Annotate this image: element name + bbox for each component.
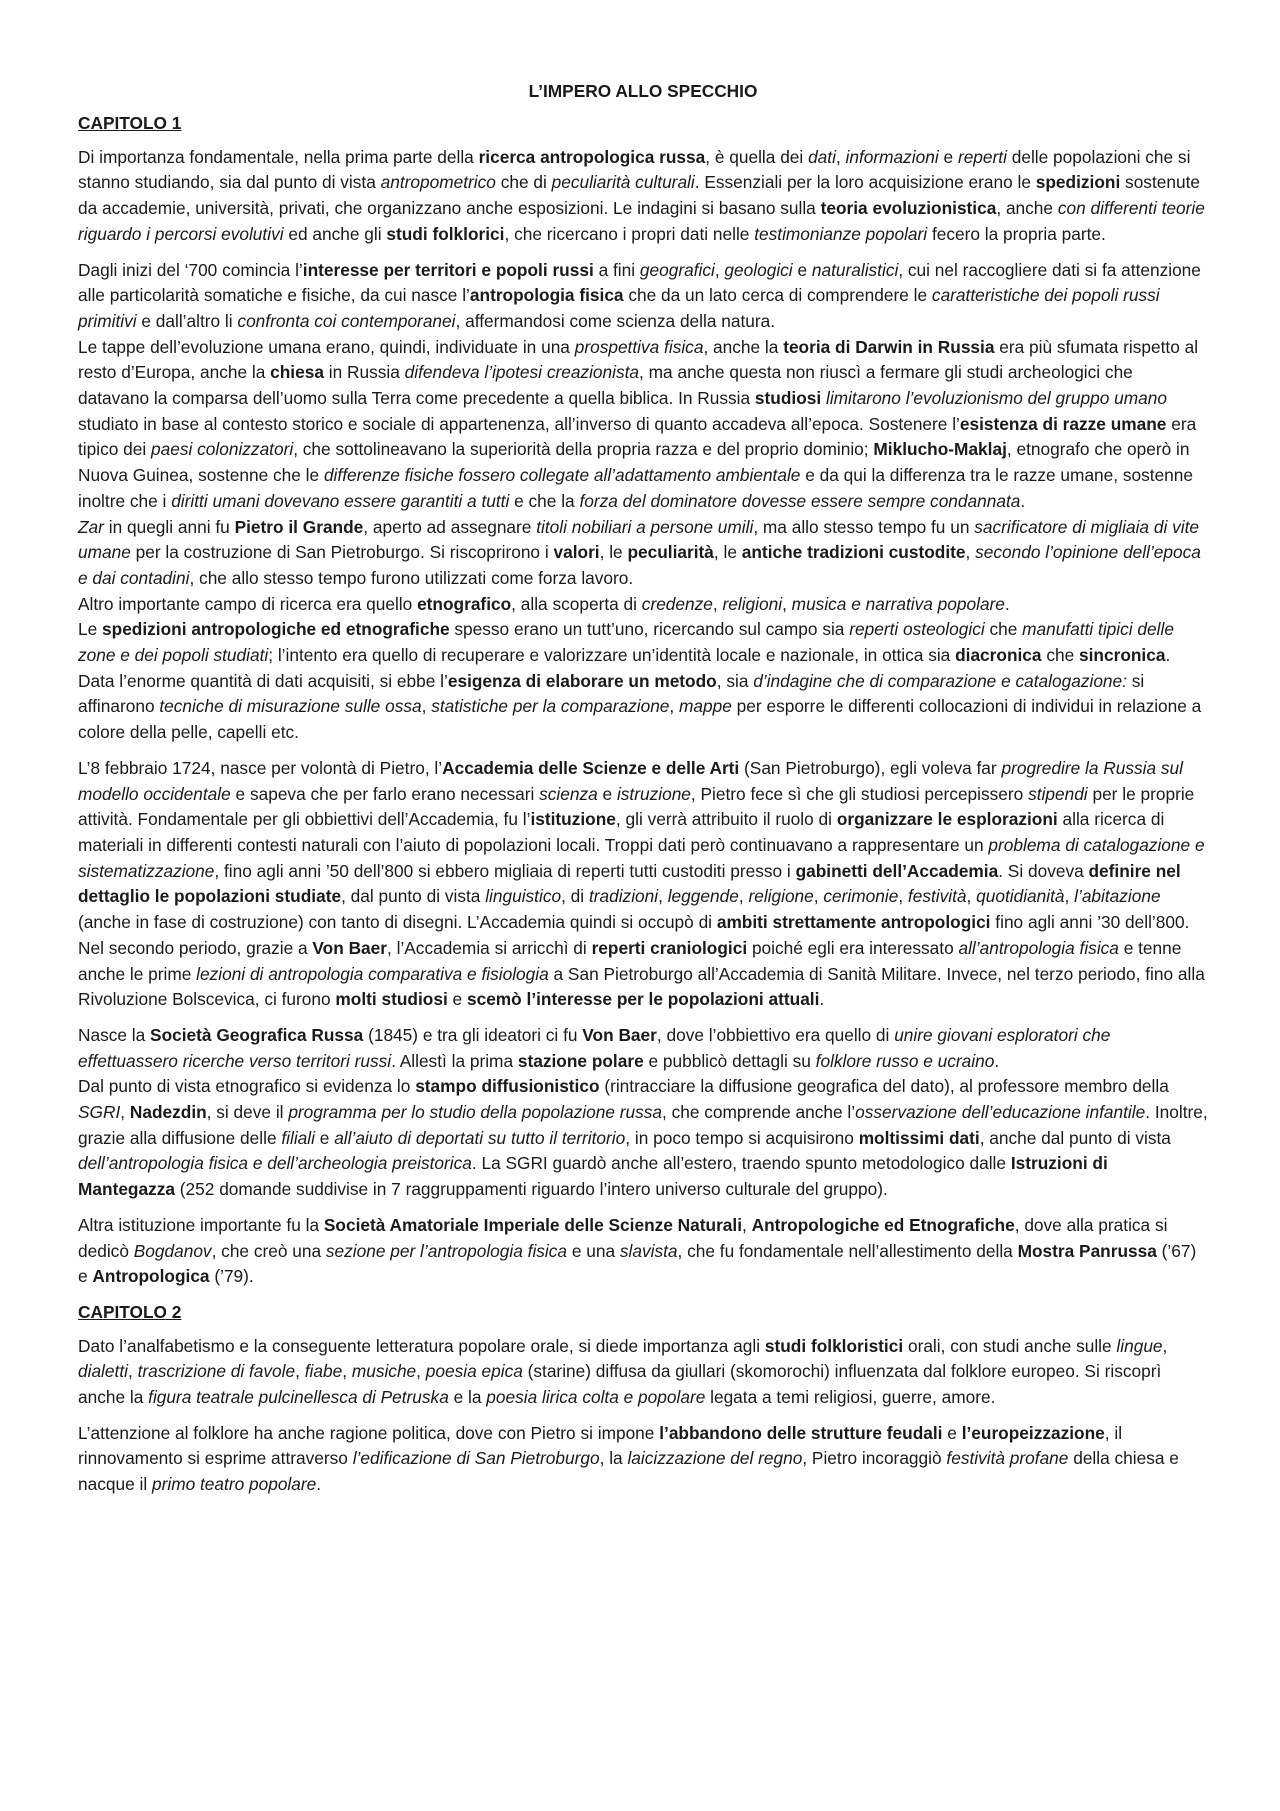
- bold-text: Nadezdin: [129, 1102, 207, 1123]
- text-run: .: [1165, 645, 1171, 666]
- text-run: alla ricerca di materiali in differenti contesti naturali con l’aiuto di popolazioni locali. Troppi dati però continuavano a rappresentare un: [78, 809, 1165, 855]
- text-run: , che sottolineavano la superiorità della propria razza e del proprio dominio;: [293, 439, 874, 460]
- italic-text: prospettiva fisica: [574, 336, 704, 357]
- bold-text: stazione polare: [517, 1050, 644, 1071]
- bold-text: esistenza di razze umane: [959, 413, 1167, 434]
- bold-text: Mostra Panrussa: [1017, 1240, 1157, 1261]
- text-run: (1845) e tra gli ideatori ci fu: [363, 1024, 583, 1045]
- text-run: , anche la: [703, 336, 784, 357]
- italic-text: religione: [748, 886, 814, 907]
- bold-text: studi folkloristici: [764, 1335, 904, 1356]
- text-run: ,: [421, 696, 432, 717]
- text-run: poiché egli era interessato: [747, 937, 959, 958]
- text-run: , che ricercano i propri dati nelle: [504, 223, 755, 244]
- italic-text: geografici: [639, 259, 715, 280]
- italic-text: forza del dominatore dovesse essere sempre condannata: [579, 490, 1021, 511]
- paragraph: [78, 669, 1208, 746]
- italic-text: folklore russo e ucraino: [815, 1050, 995, 1071]
- text-run: che da un lato cerca di comprendere le: [623, 285, 932, 306]
- text-run: , l’Accademia si arricchì di: [387, 937, 592, 958]
- text-run: , aperto ad assegnare: [363, 516, 537, 537]
- text-run: a fini: [593, 259, 640, 280]
- italic-text: SGRI: [78, 1102, 121, 1123]
- bold-text: spedizioni antropologiche ed etnografiche: [102, 619, 450, 640]
- bold-text: chiesa: [270, 362, 324, 383]
- paragraph: [78, 592, 1208, 618]
- italic-text: unire giovani esploratori che effettuassero ricerche verso territori russi: [78, 1024, 1111, 1071]
- text-run: , le: [599, 542, 628, 563]
- text-run: (’67) e: [78, 1240, 1197, 1287]
- paragraph: [78, 617, 1208, 668]
- text-run: e che la: [509, 490, 580, 511]
- italic-text: mappe: [679, 696, 732, 717]
- text-run: , dove l’obbiettivo era quello di: [656, 1024, 895, 1045]
- italic-text: poesia lirica colta e popolare: [486, 1387, 706, 1408]
- italic-text: Zar: [78, 516, 104, 537]
- text-run: e: [792, 259, 812, 280]
- bold-text: interesse per territori e popoli russi: [302, 259, 594, 280]
- text-run: , gli verrà attribuito il ruolo di: [615, 809, 837, 830]
- italic-text: cerimonie: [823, 886, 899, 907]
- italic-text: laicizzazione del regno: [627, 1448, 803, 1469]
- text-run: Di importanza fondamentale, nella prima parte della: [78, 146, 479, 167]
- italic-text: antropometrico: [380, 172, 496, 193]
- text-run: , ma allo stesso tempo fu un: [753, 516, 975, 537]
- text-run: .: [994, 1050, 1000, 1071]
- text-run: della chiesa e nacque il: [78, 1448, 1179, 1495]
- text-run: ,: [712, 593, 723, 614]
- bold-text: Pietro il Grande: [234, 516, 364, 537]
- bold-text: antropologia fisica: [469, 285, 624, 306]
- text-run: ,: [658, 886, 668, 907]
- text-run: Dagli inizi del ‘700 comincia l’: [78, 259, 303, 280]
- text-run: e la: [448, 1387, 487, 1408]
- text-run: , dove alla pratica si dedicò: [78, 1214, 1168, 1261]
- bold-text: valori: [553, 542, 600, 563]
- text-run: e tenne anche le prime: [78, 937, 1182, 984]
- text-run: fecero la propria parte.: [927, 223, 1106, 244]
- text-run: e: [314, 1127, 335, 1148]
- text-run: , cui nel raccogliere dati si fa attenzione alle particolarità somatiche e fisiche, da cui nasce l’: [78, 259, 1201, 306]
- italic-text: trascrizione di favole: [137, 1361, 296, 1382]
- text-run: in quegli anni fu: [103, 516, 235, 537]
- bold-text: scemò l’interesse per le popolazioni attuali: [466, 989, 820, 1010]
- bold-text: ambiti strettamente antropologici: [716, 912, 991, 933]
- text-run: , che allo stesso tempo furono utilizzati come forza lavoro.: [189, 567, 634, 588]
- italic-text: confronta coi contemporanei: [237, 310, 456, 331]
- paragraph: [78, 1421, 1208, 1498]
- italic-text: titoli nobiliari a persone umili: [536, 516, 754, 537]
- italic-text: slavista: [619, 1240, 678, 1261]
- text-run: orali, con studi anche sulle: [903, 1335, 1117, 1356]
- text-run: e: [942, 1422, 962, 1443]
- text-run: e: [597, 783, 617, 804]
- text-run: , dal punto di vista: [341, 886, 486, 907]
- text-run: e sapeva che per farlo erano necessari: [230, 783, 540, 804]
- text-run: , fino agli anni ’50 dell’800 si ebbero migliaia di reperti tutti custoditi presso i: [214, 860, 796, 881]
- text-run: . Allestì la prima: [391, 1050, 518, 1071]
- text-run: ,: [127, 1361, 138, 1382]
- text-run: Le tappe dell’evoluzione umana erano, quindi, individuate in una: [78, 336, 575, 357]
- italic-text: poesia epica: [425, 1361, 523, 1382]
- text-run: legata a temi religiosi, guerre, amore.: [705, 1387, 996, 1408]
- text-run: ,: [669, 696, 680, 717]
- text-run: ,: [835, 146, 846, 167]
- text-run: ; l’intento era quello di recuperare e valorizzare un’identità locale e nazionale, in ottica sia: [268, 645, 956, 666]
- paragraph: [78, 515, 1208, 592]
- chapter-heading: CAPITOLO 1: [78, 113, 182, 133]
- bold-text: Antropologica: [92, 1266, 210, 1287]
- text-run: , le: [713, 542, 742, 563]
- text-run: ,: [898, 886, 908, 907]
- italic-text: credenze: [641, 593, 713, 614]
- text-run: , affermandosi come scienza della natura.: [455, 310, 776, 331]
- italic-text: geologici: [724, 259, 793, 280]
- text-run: .: [819, 989, 825, 1010]
- bold-text: l’europeizzazione: [961, 1422, 1105, 1443]
- italic-text: fiabe: [304, 1361, 343, 1382]
- bold-text: Società Geografica Russa: [150, 1024, 364, 1045]
- bold-text: Von Baer: [582, 1024, 657, 1045]
- italic-text: festività: [907, 886, 967, 907]
- italic-text: figura teatrale pulcinellesca di Petruska: [148, 1387, 449, 1408]
- italic-text: musica e narrativa popolare: [791, 593, 1005, 614]
- italic-text: sezione per l’antropologia fisica: [325, 1240, 568, 1261]
- bold-text: gabinetti dell’Accademia: [795, 860, 999, 881]
- italic-text: secondo l’opinione dell’epoca e dai contadini: [78, 542, 1201, 588]
- italic-text: con differenti teorie riguardo i percorsi evolutivi: [78, 198, 1205, 244]
- text-run: ,: [965, 542, 976, 563]
- text-run: studiato in base al contesto storico e sociale di appartenenza, all’inverso di quanto accadeva all’epoca. Sostenere l’: [78, 413, 960, 434]
- text-run: , anche: [996, 198, 1058, 219]
- text-run: ,: [295, 1361, 305, 1382]
- italic-text: religioni: [722, 593, 783, 614]
- text-run: ed anche gli: [283, 223, 387, 244]
- document-title: L’IMPERO ALLO SPECCHIO: [528, 81, 758, 101]
- bold-text: Miklucho-Maklaj: [873, 439, 1007, 460]
- bold-text: Von Baer: [312, 937, 387, 958]
- text-run: Altra istituzione importante fu la: [78, 1214, 324, 1235]
- italic-text: quotidianità: [976, 886, 1065, 907]
- text-run: (rintracciare la diffusione geografica del dato), al professore membro della: [599, 1076, 1169, 1097]
- bold-text: Antropologiche ed Etnografiche: [751, 1214, 1015, 1235]
- text-run: , è quella dei: [705, 146, 809, 167]
- bold-text: teoria di Darwin in Russia: [783, 336, 995, 357]
- paragraph: [78, 335, 1208, 515]
- text-run: a San Pietroburgo all’Accademia di Sanità Militare. Invece, nel terzo periodo, fino alla Rivoluzione Bolscevica, ci furono: [78, 963, 1205, 1010]
- text-run: , Pietro fece sì che gli studiosi percepissero: [690, 783, 1029, 804]
- bold-text: ricerca antropologica russa: [478, 146, 706, 167]
- text-run: ,: [342, 1361, 352, 1382]
- text-run: che di: [495, 172, 552, 193]
- text-run: , di: [561, 886, 589, 907]
- italic-text: statistiche per la comparazione: [431, 696, 670, 717]
- italic-text: primo teatro popolare: [151, 1474, 317, 1495]
- italic-text: reperti osteologici: [849, 619, 985, 640]
- text-run: , che creò una: [211, 1240, 326, 1261]
- text-run: sostenute da accademie, università, privati, che organizzano anche esposizioni. Le indagini si basano sulla: [78, 172, 1200, 219]
- italic-text: Bogdanov: [133, 1240, 212, 1261]
- text-run: Altro importante campo di ricerca era quello: [78, 593, 418, 614]
- text-run: ,: [742, 1214, 752, 1235]
- text-run: era tipico dei: [78, 413, 1197, 460]
- bold-text: l’abbandono delle strutture feudali: [659, 1422, 943, 1443]
- italic-text: dati: [808, 146, 836, 167]
- text-run: e dall’altro li: [136, 310, 238, 331]
- italic-text: dell’antropologia fisica e dell’archeologia preistorica: [78, 1153, 472, 1174]
- text-run: delle popolazioni che si stanno studiando, sia dal punto di vista: [78, 146, 1191, 193]
- text-run: , sia: [716, 670, 754, 691]
- text-run: fino agli anni ’30 dell’800. Nel secondo periodo, grazie a: [78, 912, 1190, 958]
- italic-text: d’indagine che di comparazione e catalogazione:: [753, 670, 1127, 691]
- document-body: [78, 111, 1208, 1498]
- italic-text: limitarono l’evoluzionismo del gruppo umano: [825, 388, 1167, 409]
- italic-text: peculiarità culturali: [551, 172, 695, 193]
- text-run: si affinarono: [78, 670, 1145, 717]
- text-run: per esporre le differenti collocazioni di individui in relazione a colore della pelle, capelli etc.: [78, 696, 1202, 743]
- text-run: ,: [1064, 886, 1075, 907]
- text-run: .: [1020, 490, 1026, 511]
- text-run: Nasce la: [78, 1024, 151, 1045]
- bold-text: teoria evoluzionistica: [820, 198, 997, 219]
- text-run: spesso erano un tutt’uno, ricercando sul campo sia: [449, 619, 850, 640]
- italic-text: sacrificatore di migliaia di vite umane: [78, 516, 1199, 563]
- text-run: e una: [567, 1240, 620, 1261]
- text-run: L’8 febbraio 1724, nasce per volontà di Pietro, l’: [78, 757, 443, 778]
- italic-text: festività profane: [946, 1448, 1069, 1469]
- italic-text: naturalistici: [811, 259, 899, 280]
- bold-text: esigenza di elaborare un metodo: [447, 670, 717, 691]
- text-run: , si deve il: [206, 1102, 289, 1123]
- text-run: , in poco tempo si acquisirono: [625, 1127, 859, 1148]
- italic-text: scienza: [539, 783, 598, 804]
- italic-text: informazioni: [845, 146, 939, 167]
- paragraph: [78, 1334, 1208, 1411]
- text-run: , che fu fondamentale nell’allestimento della: [677, 1240, 1018, 1261]
- bold-text: moltissimi dati: [858, 1127, 980, 1148]
- text-run: (starine) diffusa da giullari (skomorochi) influenzata dal folklore europeo. Si riscoprì anche la: [78, 1361, 1162, 1408]
- text-run: era più sfumata rispetto al resto d’Europa, anche la: [78, 336, 1199, 383]
- bold-text: sincronica: [1079, 645, 1166, 666]
- text-run: ,: [738, 886, 749, 907]
- italic-text: diritti umani dovevano essere garantiti a tutti: [171, 490, 510, 511]
- bold-text: studiosi: [754, 388, 822, 409]
- italic-text: musiche: [351, 1361, 417, 1382]
- bold-text: istituzione: [530, 809, 616, 830]
- italic-text: lingue: [1116, 1335, 1163, 1356]
- text-run: , che comprende anche l’: [662, 1102, 856, 1123]
- bold-text: molti studiosi: [335, 989, 448, 1010]
- text-run: (252 domande suddivise in 7 raggruppamenti riguardo l’intero universo culturale del gruppo).: [175, 1179, 888, 1200]
- italic-text: l’abitazione: [1074, 886, 1161, 907]
- text-run: Dato l’analfabetismo e la conseguente letteratura popolare orale, si diede importanza agli: [78, 1335, 765, 1356]
- bold-text: diacronica: [955, 645, 1042, 666]
- text-run: ,: [782, 593, 792, 614]
- paragraph: [78, 145, 1208, 248]
- text-run: , ma anche questa non riuscì a fermare gli studi archeologici che datavano la comparsa dell’uomo sulla Terra come precedente a quella biblica. In Russia: [78, 362, 1133, 409]
- italic-text: differenze fisiche fossero collegate all’adattamento ambientale: [323, 465, 801, 486]
- chapter-heading: CAPITOLO 2: [78, 1301, 182, 1322]
- bold-text: spedizioni: [1035, 172, 1121, 193]
- text-run: .: [316, 1474, 322, 1495]
- italic-text: tradizioni: [588, 886, 659, 907]
- text-run: . La SGRI guardò anche all’estero, traendo spunto metodologico dalle: [471, 1153, 1011, 1174]
- italic-text: dialetti: [78, 1361, 128, 1382]
- italic-text: istruzione: [616, 783, 691, 804]
- text-run: e pubblicò dettagli su: [643, 1050, 816, 1071]
- bold-text: Accademia delle Scienze e delle Arti: [442, 757, 740, 778]
- text-run: ,: [1162, 1335, 1168, 1356]
- italic-text: caratteristiche dei popoli russi primitivi: [78, 285, 1160, 331]
- text-run: ,: [416, 1361, 426, 1382]
- bold-text: reperti craniologici: [591, 937, 748, 958]
- text-run: in Russia: [323, 362, 405, 383]
- italic-text: leggende: [667, 886, 739, 907]
- text-run: per le proprie attività. Fondamentale per gli obbiettivi dell’Accademia, fu l’: [78, 783, 1195, 830]
- italic-text: l’edificazione di San Pietroburgo: [352, 1448, 600, 1469]
- bold-text: Istruzioni di Mantegazza: [78, 1153, 1108, 1200]
- text-run: (San Pietroburgo), egli voleva far: [739, 757, 1002, 778]
- italic-text: linguistico: [485, 886, 562, 907]
- text-run: , alla scoperta di: [511, 593, 642, 614]
- text-run: e: [447, 989, 467, 1010]
- text-run: , Pietro incoraggiò: [802, 1448, 947, 1469]
- text-run: per la costruzione di San Pietroburgo. Si riscoprirono i: [130, 542, 554, 563]
- text-run: . Si doveva: [998, 860, 1089, 881]
- italic-text: all’aiuto di deportati su tutto il territorio: [334, 1127, 626, 1148]
- italic-text: paesi colonizzatori: [151, 439, 294, 460]
- italic-text: tecniche di misurazione sulle ossa: [159, 696, 422, 717]
- bold-text: peculiarità: [627, 542, 714, 563]
- text-run: Le: [78, 619, 103, 640]
- bold-text: etnografico: [417, 593, 512, 614]
- paragraph: [78, 1074, 1208, 1203]
- bold-text: antiche tradizioni custodite: [741, 542, 966, 563]
- bold-text: organizzare le esplorazioni: [836, 809, 1058, 830]
- text-run: e da qui la differenza tra le razze umane, sostenne inoltre che i: [78, 465, 1194, 511]
- paragraph: [78, 1213, 1208, 1290]
- paragraph: [78, 1023, 1208, 1074]
- text-run: ,: [966, 886, 977, 907]
- italic-text: lezioni di antropologia comparativa e fisiologia: [196, 963, 549, 984]
- text-run: L’attenzione al folklore ha anche ragione politica, dove con Pietro si impone: [78, 1422, 660, 1443]
- italic-text: stipendi: [1028, 783, 1088, 804]
- text-run: Data l’enorme quantità di dati acquisiti, si ebbe l’: [78, 670, 448, 691]
- bold-text: definire nel dettaglio le popolazioni studiate: [78, 860, 1181, 907]
- text-run: ,: [120, 1102, 130, 1123]
- text-run: .: [1004, 593, 1010, 614]
- text-run: che: [984, 619, 1023, 640]
- text-run: e: [938, 146, 958, 167]
- text-run: che: [1041, 645, 1080, 666]
- italic-text: osservazione dell’educazione infantile: [855, 1102, 1146, 1123]
- italic-text: manufatti tipici delle zone e dei popoli studiati: [78, 619, 1174, 666]
- text-run: ,: [813, 886, 824, 907]
- italic-text: all’antropologia fisica: [958, 937, 1119, 958]
- text-run: . Essenziali per la loro acquisizione erano le: [694, 172, 1036, 193]
- italic-text: problema di catalogazione e sistematizzazione: [78, 834, 1205, 881]
- text-run: , la: [599, 1448, 628, 1469]
- italic-text: testimonianze popolari: [754, 223, 928, 244]
- italic-text: difendeva l’ipotesi creazionista: [404, 362, 640, 383]
- text-run: , anche dal punto di vista: [979, 1127, 1171, 1148]
- text-run: (’79).: [209, 1266, 254, 1287]
- text-run: . Inoltre, grazie alla diffusione delle: [78, 1102, 1208, 1148]
- paragraph: [78, 756, 1208, 1013]
- italic-text: reperti: [957, 146, 1007, 167]
- paragraph: [78, 258, 1208, 335]
- italic-text: filiali: [281, 1127, 315, 1148]
- text-run: (anche in fase di costruzione) con tanto di disegni. L’Accademia quindi si occupò di: [78, 912, 717, 933]
- bold-text: Società Amatoriale Imperiale delle Scienze Naturali: [323, 1214, 743, 1235]
- italic-text: progredire la Russia sul modello occidentale: [78, 757, 1184, 804]
- text-run: ,: [714, 259, 725, 280]
- text-run: , il rinnovamento si esprime attraverso: [78, 1422, 1123, 1469]
- text-run: , etnografo che operò in Nuova Guinea, sostenne che le: [78, 439, 1190, 486]
- bold-text: studi folklorici: [386, 223, 505, 244]
- bold-text: stampo diffusionistico: [415, 1076, 600, 1097]
- italic-text: programma per lo studio della popolazione russa: [288, 1102, 662, 1123]
- text-run: Dal punto di vista etnografico si evidenza lo: [78, 1076, 416, 1097]
